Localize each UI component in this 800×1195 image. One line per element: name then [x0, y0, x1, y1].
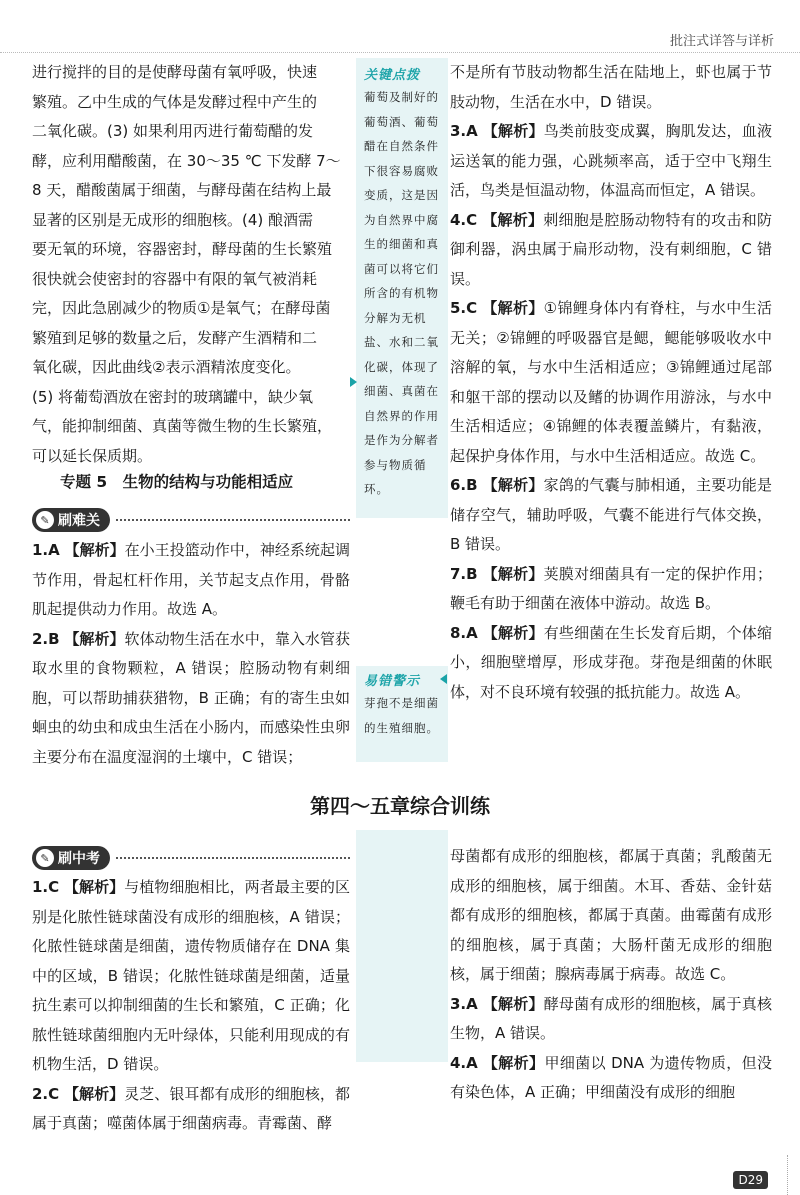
text-line: 酵，应利用醋酸菌，在 30～35 ℃ 下发酵 7～ — [32, 151, 341, 170]
text-line: 繁殖到足够的数量之后，发酵产生酒精和二 — [32, 328, 318, 347]
badge-label: 刷难关 — [58, 513, 100, 529]
key-tip-text: 葡萄及制好的葡萄酒、葡萄醋在自然条件下很容易腐败变质，这是因为自然界中腐生的细菌和真菌可以将它们所含的有机物分解为无机盐、水和二氧化碳，体现了细菌、真菌在自然界的作用是作为分解者参与物质循环。 — [364, 90, 439, 496]
text-line: 要无氧的环境，容器密封，酵母菌的生长繁殖 — [32, 240, 333, 258]
text-line: 很快就会使密封的容器中有限的氧气被消耗 — [32, 269, 318, 288]
text-line: 8 天，醋酸菌属于细菌，与酵母菌在结构上最 — [32, 181, 332, 199]
pointer-icon — [350, 377, 357, 387]
warning-text: 芽孢不是细菌的生殖细胞。 — [364, 696, 439, 735]
answer-item: 3.A 【解析】酵母菌有成形的细胞核，属于真核生物，A 错误。 — [450, 994, 772, 1042]
left-mid-answers — [32, 536, 350, 772]
text-line: 繁殖。乙中生成的气体是发酵过程中产生的 — [32, 92, 318, 111]
top-right-answers — [450, 58, 772, 707]
text-line: 气，能抑制细菌、真菌等微生物的生长繁殖， — [32, 417, 333, 435]
lead-text: 不是所有节肢动物都生活在陆地上，虾也属于节肢动物，生活在水中，D 错误。 — [450, 63, 772, 111]
pen-icon: ✎ — [36, 849, 54, 867]
answer-item: 3.A 【解析】鸟类前肢变成翼，胸肌发达，血液运送氧的能力强，心跳频率高，适于空中飞翔生活，鸟类是恒温动物，体温高而恒定，A 错误。 — [450, 122, 772, 199]
header-divider — [0, 52, 800, 53]
text-line: 可以延长保质期。 — [32, 446, 153, 465]
warning-box — [356, 666, 448, 762]
corner-mark — [787, 1155, 800, 1195]
topic-heading: 专题 5 生物的结构与功能相适应 — [60, 473, 294, 491]
blank-note-area — [356, 830, 448, 1062]
dotted-rule — [116, 519, 350, 521]
bottom-left-answers — [32, 873, 350, 1139]
hard-badge — [32, 508, 110, 532]
answer-item: 8.A 【解析】有些细菌在生长发育后期，个体缩小，细胞壁增厚，形成芽孢。芽孢是细菌的休眠体，对不良环境有较强的抵抗能力。故选 A。 — [450, 623, 772, 701]
text-line: 完，因此急剧减少的物质①是氧气；在酵母菌 — [32, 299, 331, 317]
pointer-icon — [440, 674, 447, 684]
text-line: 二氧化碳。(3) 如果利用丙进行葡萄醋的发 — [32, 122, 314, 140]
answer-item: 2.C 【解析】灵芝、银耳都有成形的细胞核，都属于真菌；噬菌体属于细菌病毒。青霉菌、酵 — [32, 1084, 350, 1132]
answer-item: 7.B 【解析】荚膜对细菌具有一定的保护作用；鞭毛有助于细菌在液体中游动。故选 B。 — [450, 564, 772, 612]
section-badge-row — [32, 508, 350, 532]
answer-item: 4.A 【解析】甲细菌以 DNA 为遗传物质，但没有染色体，A 正确；甲细菌没有成形的细胞 — [450, 1053, 772, 1101]
text-line: 氧化碳，因此曲线②表示酒精浓度变化。 — [32, 358, 301, 376]
answer-item: 1.A 【解析】在小王投篮动作中，神经系统起调节作用，骨起杠杆作用，关节起支点作用，骨骼肌起提供动力作用。故选 A。 — [32, 541, 350, 618]
warning-title: 易错警示 — [364, 674, 421, 689]
section-badge-row — [32, 846, 350, 870]
key-tip-title: 关键点拨 — [364, 68, 421, 83]
answer-item: 4.C 【解析】刺细胞是腔肠动物特有的攻击和防御利器，涡虫属于扁形动物，没有刺细胞，C 错误。 — [450, 210, 772, 288]
answer-item: 6.B 【解析】家鸽的气囊与肺相通，主要功能是储存空气，辅助呼吸，气囊不能进行气体交换，B 错误。 — [450, 476, 772, 553]
top-left-text — [32, 58, 350, 471]
text-line: 进行搅拌的目的是使酵母菌有氧呼吸，快速 — [32, 63, 318, 81]
exam-badge — [32, 846, 110, 870]
text-line: 显著的区别是无成形的细胞核。(4) 酿酒需 — [32, 210, 314, 229]
answer-item: 2.B 【解析】软体动物生活在水中，靠入水管获取水里的食物颗粒，A 错误；腔肠动物有刺细胞，可以帮助捕获猎物，B 正确；有的寄生虫如蛔虫的幼虫和成虫生活在小肠内，而感染性虫卵主要分布在温度湿润的土壤中，C 错误； — [32, 629, 350, 766]
key-tip-box — [356, 58, 448, 518]
answer-item: 5.C 【解析】①锦鲤身体内有脊柱，与水中生活无关；②锦鲤的呼吸器官是鳃，鳃能够吸收水中溶解的氧，与水中生活相适应；③锦鲤通过尾部和躯干部的摆动以及鳍的协调作用游泳，与水中生活相适应；④锦鲤的体表覆盖鳞片，有黏液，起保护身体作用，与水中生活相适应。故选 C。 — [450, 299, 772, 465]
bottom-right-answers — [450, 842, 772, 1108]
dotted-rule — [116, 857, 350, 859]
badge-label: 刷中考 — [58, 851, 100, 867]
pen-icon: ✎ — [36, 511, 54, 529]
page-number: D29 — [733, 1171, 768, 1189]
chapter-title: 第四～五章综合训练 — [310, 794, 490, 818]
text-line: (5) 将葡萄酒放在密封的玻璃罐中，缺少氧 — [32, 387, 314, 406]
answer-item: 1.C 【解析】与植物细胞相比，两者最主要的区别是化脓性链球菌没有成形的细胞核，A 错误；化脓性链球菌是细菌，遗传物质储存在 DNA 集中的区域，B 错误；化脓性链球菌是细菌，适量抗生素可以抑制细菌的生长和繁殖，C 正确；化脓性链球菌细胞内无叶绿体，只能利用现成的有机物生活，D 错误。 — [32, 878, 350, 1073]
lead-text: 母菌都有成形的细胞核，都属于真菌；乳酸菌无成形的细胞核，属于细菌。木耳、香菇、金针菇都有成形的细胞核，都属于真菌。曲霉菌有成形的细胞核，属于真菌；大肠杆菌无成形的细胞核，属于细菌；腺病毒属于病毒。故选 C。 — [450, 847, 772, 983]
running-header: 批注式详答与详析 — [669, 34, 774, 49]
